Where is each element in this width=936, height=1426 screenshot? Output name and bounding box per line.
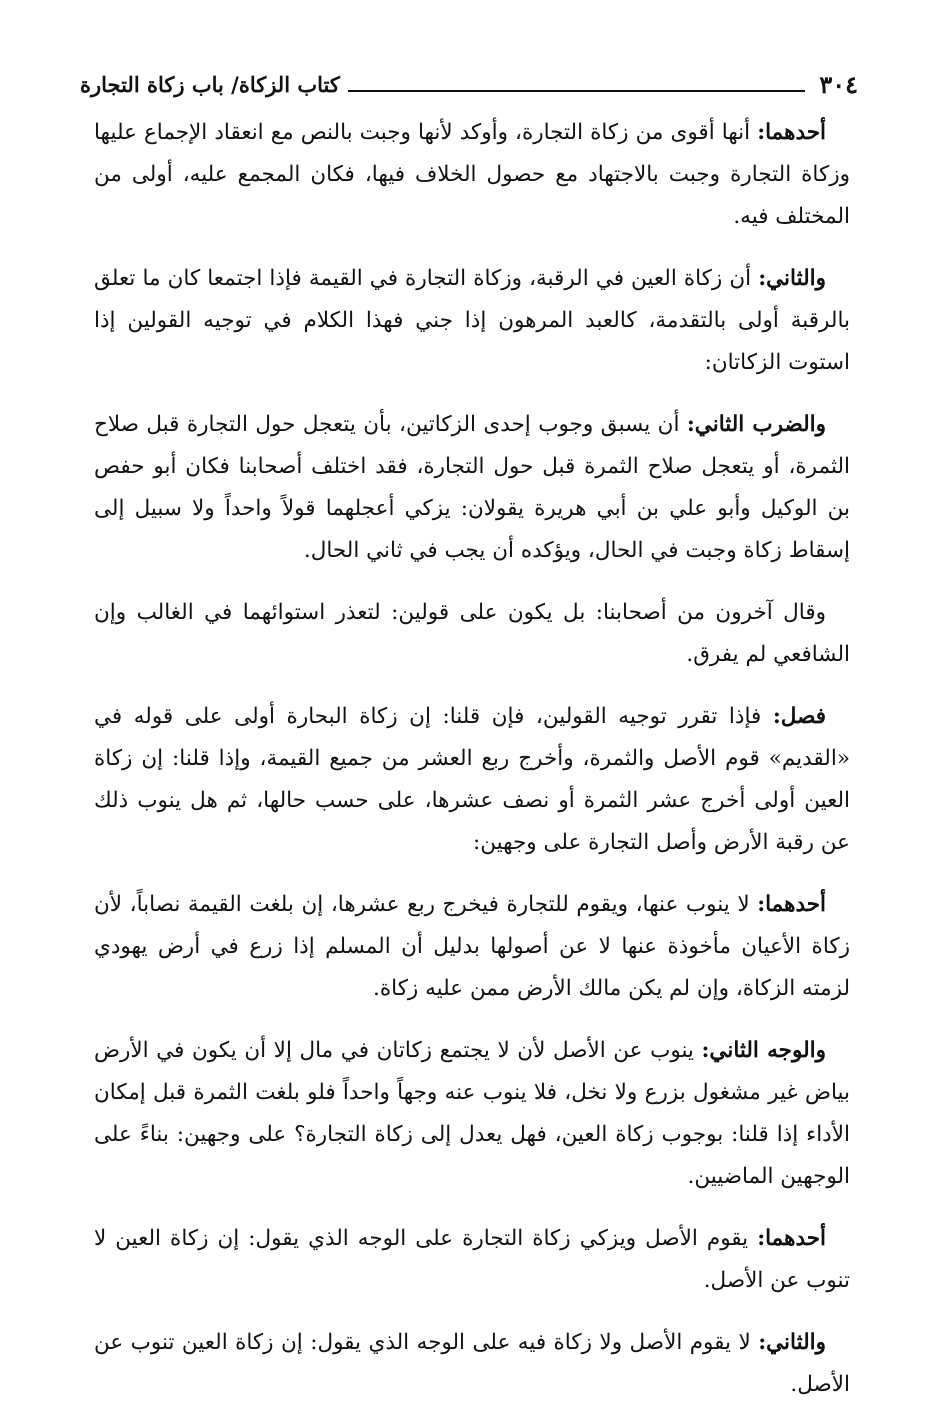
paragraph [94,592,850,676]
paragraph-lead: والضرب الثاني: [686,412,826,437]
paragraph [94,112,850,238]
paragraph-text: فإذا تقرر توجيه القولين، فإن قلنا: إن زكاة البحارة أولى على قوله في «القديم» قوم الأصل والثمرة، وأخرج ربع العشر من جميع القيمة، وإذا قلنا: إن زكاة العين أولى أخرج عشر الثمرة أو نصف عشرها، على حسب حالها، ثم هل ينوب ذلك عن رقبة الأرض وأصل التجارة على وجهين: [94,704,850,855]
body-text [94,112,850,1426]
paragraph-text: يقوم الأصل ويزكي زكاة التجارة على الوجه الذي يقول: إن زكاة العين لا تنوب عن الأصل. [94,1226,850,1293]
paragraph [94,404,850,572]
page-number: ٣٠٤ [819,69,858,99]
paragraph-text: أن زكاة العين في الرقبة، وزكاة التجارة في القيمة فإذا اجتمعا كان ما تعلق بالرقبة أولى بالتقدمة، كالعبد المرهون إذا جني فهذا الكلام في توجيه القولين إذا استوت الزكاتان: [94,266,850,375]
running-title: كتاب الزكاة/ باب زكاة التجارة [80,71,340,97]
paragraph-lead: فصل: [772,704,826,729]
paragraph-lead: أحدهما: [757,120,826,145]
paragraph-text: أنها أقوى من زكاة التجارة، وأوكد لأنها وجبت بالنص مع انعقاد الإجماع عليها وزكاة التجارة وجبت بالاجتهاد مع حصول الخلاف فيها، فكان المجمع عليه، أولى من المختلف فيه. [94,120,850,229]
paragraph [94,1322,850,1406]
page-header [80,64,858,104]
paragraph-text: أن يسبق وجوب إحدى الزكاتين، بأن يتعجل حول التجارة قبل صلاح الثمرة، أو يتعجل صلاح الثمرة قبل حول التجارة، فقد اختلف أصحابنا فكان أبو حفص بن الوكيل وأبو علي بن أبي هريرة يقولان: يزكي أعجلهما قولاً واحداً ولا سبيل إلى إسقاط زكاة وجبت في الحال، ويؤكده أن يجب في ثاني الحال. [94,412,850,563]
paragraph [94,258,850,384]
paragraph [94,696,850,864]
paragraph-text: لا ينوب عنها، ويقوم للتجارة فيخرج ربع عشرها، إن بلغت القيمة نصاباً، لأن زكاة الأعيان مأخوذة عنها لا عن أصولها بدليل أن المسلم إذا زرع في أرض يهودي لزمته الزكاة، وإن لم يكن مالك الأرض ممن عليه زكاة. [94,892,850,1001]
paragraph-text: ينوب عن الأصل لأن لا يجتمع زكاتان في مال إلا أن يكون في الأرض بياض غير مشغول بزرع ولا نخل، فلا ينوب عنه وجهاً واحداً فلو بلغت الثمرة قبل إمكان الأداء إذا قلنا: بوجوب زكاة العين، فهل يعدل إلى زكاة التجارة؟ على وجهين: بناءً على الوجهين الماضيين. [94,1038,850,1189]
paragraph-lead: والوجه الثاني: [701,1038,826,1063]
paragraph-lead: والثاني: [758,1330,826,1355]
header-rule [348,90,805,92]
paragraph-lead: والثاني: [758,266,826,291]
paragraph [94,884,850,1010]
paragraph-lead: أحدهما: [757,892,826,917]
paragraph [94,1030,850,1198]
paragraph [94,1218,850,1302]
paragraph-text: وقال آخرون من أصحابنا: بل يكون على قولين: لتعذر استوائهما في الغالب وإن الشافعي لم يفرق. [94,600,850,667]
paragraph-lead: أحدهما: [757,1226,826,1251]
paragraph-text: لا يقوم الأصل ولا زكاة فيه على الوجه الذي يقول: إن زكاة العين تنوب عن الأصل. [94,1330,850,1397]
